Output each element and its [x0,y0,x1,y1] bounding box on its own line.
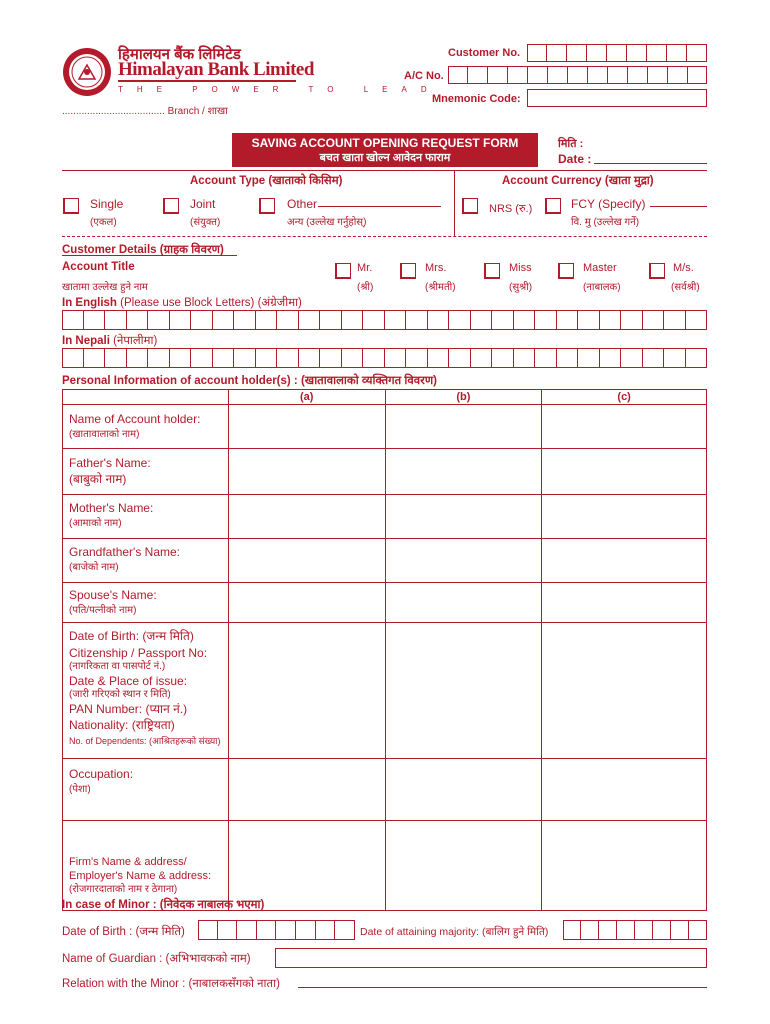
spouse-name-b[interactable] [385,583,542,623]
account-section-top-border [62,170,707,171]
row-label [63,449,229,495]
relation-minor-label: Relation with the Minor : (नाबालकसँगको नाता) [62,978,280,990]
personal-info-heading: Personal Information of account holder(s) : (खातावालाको व्यक्तिगत विवरण) [62,375,438,387]
joint-label: Joint [190,197,216,211]
relation-minor-line[interactable] [298,987,707,988]
spouse-name-a[interactable] [228,583,385,623]
other-specify-line[interactable] [318,206,441,207]
mother-name-label-np: (आमाको नाम) [69,518,122,529]
father-name-a[interactable] [228,449,385,495]
ac-no-boxes[interactable] [448,66,707,84]
bank-name-english: Himalayan Bank Limited [118,59,314,80]
occupation-c[interactable] [542,759,707,821]
row-label [63,539,229,583]
grandfather-name-a[interactable] [228,539,385,583]
form-title-english: SAVING ACCOUNT OPENING REQUEST FORM [251,136,519,150]
grandfather-name-label: Grandfather's Name: [69,545,181,559]
account-type-heading: Account Type (खाताको किसिम) [190,175,343,187]
occupation-label: Occupation: [69,767,134,781]
mrs-label-np: (श्रीमती) [425,282,456,293]
ms-label: M/s. [673,262,694,274]
table-row [63,583,707,623]
guardian-name-label: Name of Guardian : (अभिभावकको नाम) [62,953,251,965]
mother-name-label: Mother's Name: [69,501,154,515]
id-details-c[interactable] [542,623,707,759]
account-title-label-np: खातामा उल्लेख हुने नाम [62,282,148,293]
nrs-checkbox[interactable] [462,198,478,214]
miss-label: Miss [509,262,532,274]
form-title-bar [232,133,538,167]
name-english-boxes[interactable] [62,310,707,330]
father-name-label: Father's Name: [69,456,151,470]
account-holder-name-a[interactable] [228,405,385,449]
row-label [63,495,229,539]
mr-label-np: (श्री) [357,282,374,293]
customer-no-label: Customer No. [448,47,521,59]
id-details-b[interactable] [385,623,542,759]
customer-no-boxes[interactable] [527,44,707,62]
master-label-np: (नाबालक) [583,282,621,293]
master-label: Master [583,262,617,274]
minor-dob-label: Date of Birth : (जन्म मिति) [62,926,185,938]
ms-checkbox[interactable] [649,263,665,279]
issue-label-np: (जारी गरिएको स्थान र मिति) [69,689,171,700]
fcy-label: FCY (Specify) [571,197,646,211]
mnemonic-code-field[interactable] [527,89,707,107]
branch-label: ..................................... Branch / शाखा [62,106,228,117]
spouse-name-c[interactable] [542,583,707,623]
in-nepali-label [62,333,157,348]
in-english-title: In English [62,297,117,309]
occupation-a[interactable] [228,759,385,821]
customer-details-underline [62,255,237,256]
mr-label: Mr. [357,262,373,274]
miti-label: मिति : [558,138,584,150]
master-checkbox[interactable] [558,263,574,279]
grandfather-name-c[interactable] [542,539,707,583]
mother-name-b[interactable] [385,495,542,539]
account-title-label: Account Title [62,261,135,273]
bank-tagline: THE POWER TO LEAD [118,85,441,94]
single-label-np: (एकल) [90,217,117,228]
fcy-specify-line[interactable] [650,206,707,207]
table-row [63,539,707,583]
account-holder-name-c[interactable] [542,405,707,449]
table-row [63,495,707,539]
spouse-name-label: Spouse's Name: [69,588,157,602]
account-section-divider [454,170,455,236]
father-name-label-np: (बाबुको नाम) [69,472,127,486]
citizenship-label-np: (नागरिकता वा पासपोर्ट नं.) [69,661,166,672]
fcy-label-np: वि. मु (उल्लेख गर्ने) [571,217,640,228]
spouse-name-label-np: (पति/पत्नीको नाम) [69,605,137,616]
bank-seal-logo [62,47,112,97]
nationality-label: Nationality: (राष्ट्रियता) [69,718,175,732]
miss-label-np: (सुश्री) [509,282,533,293]
table-row [63,623,707,759]
table-row [63,405,707,449]
row-label [63,405,229,449]
majority-date-boxes[interactable] [563,920,707,940]
mr-checkbox[interactable] [335,263,351,279]
in-english-label [62,295,302,310]
employer-b[interactable] [385,821,542,911]
citizenship-label: Citizenship / Passport No: [69,646,208,660]
ms-label-np: (सर्वश्री) [671,282,700,293]
pan-label: PAN Number: (प्यान नं.) [69,702,188,716]
mrs-checkbox[interactable] [400,263,416,279]
fcy-checkbox[interactable] [545,198,561,214]
personal-info-table [62,389,707,911]
name-nepali-boxes[interactable] [62,348,707,368]
firm-name-label-2: Employer's Name & address: [69,870,212,882]
column-b-header: (b) [385,390,542,405]
header-blank [63,390,229,405]
customer-details-heading: Customer Details (ग्राहक विवरण) [62,244,224,256]
other-label-np: अन्य (उल्लेख गर्नुहोस्) [287,217,367,228]
bank-name-underline [118,80,296,82]
id-details-a[interactable] [228,623,385,759]
majority-date-label: Date of attaining majority: (बालिग हुने मिति) [360,926,549,938]
nrs-label: NRS (रु.) [489,203,533,215]
mnemonic-code-label: Mnemonic Code: [432,93,521,105]
miss-checkbox[interactable] [484,263,500,279]
occupation-b[interactable] [385,759,542,821]
form-title-nepali: बचत खाता खोल्न आवेदन फाराम [319,152,451,164]
column-a-header: (a) [228,390,385,405]
mrs-label: Mrs. [425,262,447,274]
employer-c[interactable] [542,821,707,911]
column-c-header: (c) [542,390,707,405]
account-holder-name-label: Name of Account holder: [69,412,201,426]
in-nepali-note: (नेपालीमा) [113,335,158,347]
account-currency-heading: Account Currency (खाता मुद्रा) [502,175,654,187]
firm-name-label-np: (रोजगारदाताको नाम र ठेगाना) [69,884,178,895]
mother-name-c[interactable] [542,495,707,539]
row-label [63,623,229,759]
father-name-b[interactable] [385,449,542,495]
table-row [63,759,707,821]
guardian-name-field[interactable] [275,948,707,968]
other-checkbox[interactable] [259,198,275,214]
account-section-bottom-border [62,236,707,237]
occupation-label-np: (पेशा) [69,784,91,795]
minor-dob-boxes[interactable] [198,920,355,940]
grandfather-name-b[interactable] [385,539,542,583]
in-english-note: (Please use Block Letters) (अंग्रेजीमा) [120,297,302,309]
date-field-line[interactable] [594,163,707,164]
mother-name-a[interactable] [228,495,385,539]
grandfather-name-label-np: (बाजेको नाम) [69,562,119,573]
single-checkbox[interactable] [63,198,79,214]
dependents-label: No. of Dependents: (आश्रितहरूको संख्या) [69,736,221,746]
row-label [63,759,229,821]
in-nepali-title: In Nepali [62,335,110,347]
single-label: Single [90,197,124,211]
account-holder-name-b[interactable] [385,405,542,449]
ac-no-label: A/C No. [404,70,444,82]
joint-label-np: (संयुक्त) [190,217,221,228]
table-row [63,449,707,495]
account-holder-name-label-np: (खातावालाको नाम) [69,429,140,440]
minor-heading-underline [62,910,282,911]
minor-heading: In case of Minor : (निवेदक नाबालक भएमा) [62,899,265,911]
table-header-row [63,390,707,405]
date-label: Date : [558,152,592,166]
issue-label: Date & Place of issue: [69,674,188,688]
dob-label: Date of Birth: (जन्म मिति) [69,629,194,643]
firm-name-label-1: Firm's Name & address/ [69,856,187,868]
row-label [63,583,229,623]
joint-checkbox[interactable] [163,198,179,214]
bank-name-nepali: हिमालयन बैंक लिमिटेड [118,46,241,63]
father-name-c[interactable] [542,449,707,495]
other-label: Other [287,197,318,211]
